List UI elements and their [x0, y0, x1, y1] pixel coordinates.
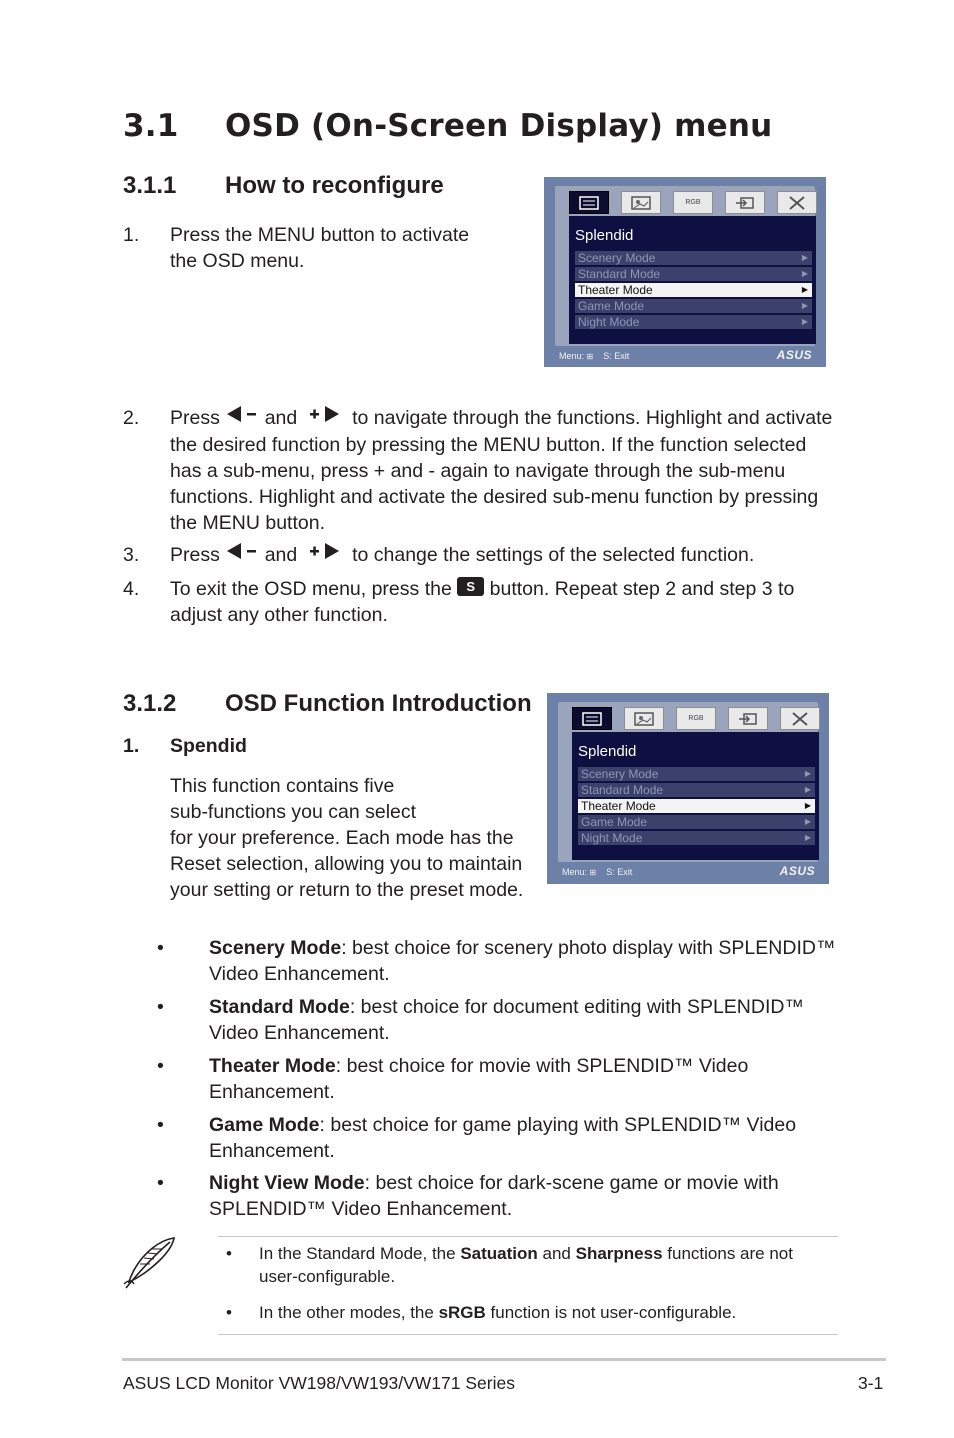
page-number: 3-1 [858, 1373, 884, 1393]
mode-night-view [209, 1170, 849, 1222]
rgb-icon-label: RGB [685, 199, 701, 206]
chevron-right-icon: ▶ [804, 833, 811, 842]
note-bottom-rule [218, 1334, 838, 1335]
mode-theater [209, 1053, 849, 1105]
desc-line: sub-functions you can select [170, 801, 417, 823]
splendid-icon [569, 191, 609, 214]
osd-item-scenery-mode [578, 767, 815, 781]
section-title [123, 108, 772, 144]
subsection-heading-3-1-2 [123, 690, 532, 718]
osd-item-label: Game Mode [578, 299, 645, 313]
mode-desc: : best choice for game playing with SPLENDID™ Video [319, 1114, 797, 1136]
osd-item-label: Theater Mode [581, 799, 656, 813]
chevron-right-icon: ▶ [804, 817, 811, 826]
step-2-text [170, 405, 850, 536]
function-1-number: 1. [123, 735, 140, 757]
mode-name: Scenery Mode [209, 937, 342, 959]
step-2-number: 2. [123, 407, 140, 429]
step-3-number: 3. [123, 544, 140, 566]
right-plus-button-icon [307, 404, 347, 430]
osd-item-game-mode [575, 299, 812, 313]
osd-splendid-menu [569, 216, 816, 344]
asus-logo: ASUS [779, 864, 815, 878]
osd-item-label: Night Mode [581, 831, 643, 845]
osd-splendid-menu [572, 732, 819, 860]
step-1-line-1: Press the MENU button to activate [170, 224, 470, 246]
osd-footer [562, 867, 632, 877]
osd-panel [555, 186, 815, 346]
mode-desc: : best choice for movie with SPLENDID™ Video [335, 1055, 749, 1077]
image-icon [624, 707, 664, 730]
mode-desc: : best choice for document editing with SPLENDID™ [349, 996, 804, 1018]
note-1-line-2: user-configurable. [259, 1267, 396, 1286]
mode-scenery [209, 935, 849, 987]
function-1-title: Spendid [170, 735, 247, 757]
color-rgb-icon [676, 707, 716, 730]
chevron-right-icon: ▶ [801, 269, 808, 278]
desc-line: Reset selection, allowing you to maintain [170, 853, 523, 875]
bullet: • [157, 1172, 164, 1194]
mode-desc: : best choice for scenery photo display with SPLENDID™ [341, 937, 836, 959]
note-top-rule [218, 1236, 838, 1237]
note-1-saturation: Satuation [460, 1244, 538, 1263]
input-select-icon [725, 191, 765, 214]
osd-item-label: Game Mode [581, 815, 648, 829]
chevron-right-icon: ▶ [804, 785, 811, 794]
step-2-line-4: functions. Highlight and activate the desired sub-menu function by pressing [170, 485, 819, 508]
osd-item-scenery-mode [575, 251, 812, 265]
subsection-title: How to reconfigure [225, 172, 444, 199]
osd-item-label: Standard Mode [581, 783, 664, 797]
step-4-text [170, 576, 850, 628]
osd-footer-exit: S: Exit [603, 351, 630, 361]
image-icon [621, 191, 661, 214]
osd-item-night-mode [575, 315, 812, 329]
step-3-text [170, 542, 850, 569]
osd-menu-screenshot-2 [547, 693, 829, 884]
step-3-rest: to change the settings of the selected function. [352, 544, 755, 566]
bullet: • [157, 1055, 164, 1077]
note-2-srgb: sRGB [438, 1303, 486, 1322]
mode-name: Night View Mode [209, 1172, 365, 1194]
note-2-pre: In the other modes, the [259, 1303, 434, 1322]
note-1 [259, 1242, 839, 1288]
note-1-sharpness: Sharpness [575, 1244, 663, 1263]
osd-item-theater-mode [578, 799, 815, 813]
section-number: 3.1 [123, 108, 179, 144]
step-2-line-2: the desired function by pressing the MENU button. If the function selected [170, 433, 807, 456]
subsection-heading-3-1-1 [123, 172, 444, 200]
osd-footer [559, 351, 629, 361]
step-3-and: and [264, 544, 298, 566]
step-2-line-3: has a sub-menu, press + and - again to navigate through the sub-menu [170, 459, 786, 482]
osd-item-standard-mode [578, 783, 815, 797]
step-4-number: 4. [123, 578, 140, 600]
chevron-right-icon: ▶ [801, 301, 808, 310]
mode-desc: : best choice for dark-scene game or movie with [364, 1172, 779, 1194]
menu-enter-icon: ⊞ [589, 868, 597, 877]
note-2-post: function is not user-configurable. [490, 1303, 737, 1322]
menu-enter-icon: ⊞ [586, 352, 594, 361]
system-setup-icon [777, 191, 817, 214]
mode-desc-line-2: Video Enhancement. [209, 963, 390, 985]
osd-item-label: Standard Mode [578, 267, 661, 281]
mode-desc-line-2: SPLENDID™ Video Enhancement. [209, 1198, 513, 1220]
asus-logo: ASUS [776, 348, 812, 362]
step-4-line-2: adjust any other function. [170, 604, 388, 626]
osd-menu-title: Splendid [575, 227, 634, 244]
chevron-right-icon: ▶ [801, 253, 808, 262]
osd-footer-menu: Menu: [562, 867, 588, 877]
step-1-text [170, 222, 500, 274]
bullet: • [157, 1114, 164, 1136]
osd-footer-menu: Menu: [559, 351, 585, 361]
step-2-rest: to navigate through the functions. Highlight and activate [352, 407, 833, 429]
mode-desc-line-2: Video Enhancement. [209, 1022, 390, 1044]
footer-rule [122, 1358, 886, 1361]
step-1-line-2: the OSD menu. [170, 250, 305, 272]
osd-menu-screenshot [544, 177, 826, 367]
splendid-icon [572, 707, 612, 730]
desc-line: your setting or return to the preset mode. [170, 879, 524, 901]
note-1-and: and [542, 1244, 571, 1263]
footer-title: ASUS LCD Monitor VW198/VW193/VW171 Series [123, 1373, 515, 1393]
osd-item-label: Night Mode [578, 315, 640, 329]
bullet: • [157, 937, 164, 959]
mode-name: Standard Mode [209, 996, 350, 1018]
step-4-post: button. Repeat step 2 and step 3 to [489, 578, 795, 600]
function-1-description [170, 773, 540, 903]
step-2-and: and [264, 407, 298, 429]
step-2-press: Press [170, 407, 220, 429]
rgb-icon-label: RGB [688, 715, 704, 722]
mode-desc-line-2: Enhancement. [209, 1140, 335, 1162]
left-minus-button-icon [225, 541, 259, 567]
osd-footer-exit: S: Exit [606, 867, 633, 877]
mode-game [209, 1112, 849, 1164]
color-rgb-icon [673, 191, 713, 214]
osd-item-night-mode [578, 831, 815, 845]
osd-item-game-mode [578, 815, 815, 829]
system-setup-icon [780, 707, 820, 730]
osd-item-standard-mode [575, 267, 812, 281]
osd-icon-bar [572, 707, 822, 733]
step-4-line-1 [170, 576, 850, 602]
osd-menu-title: Splendid [578, 743, 637, 760]
note-1-pre: In the Standard Mode, the [259, 1244, 456, 1263]
chevron-right-icon: ▶ [801, 317, 808, 326]
osd-icon-bar [569, 191, 819, 217]
bullet: • [157, 996, 164, 1018]
bullet: • [226, 1244, 232, 1263]
note-1-post: functions are not [667, 1244, 793, 1263]
step-3-press: Press [170, 544, 220, 566]
osd-item-label: Theater Mode [578, 283, 653, 297]
note-feather-icon [120, 1234, 180, 1297]
chevron-right-icon: ▶ [801, 285, 808, 294]
osd-item-label: Scenery Mode [578, 251, 656, 265]
step-2-line-1 [170, 405, 850, 432]
note-2 [259, 1301, 839, 1324]
left-minus-button-icon [225, 404, 259, 430]
chevron-right-icon: ▶ [804, 801, 811, 810]
step-4-pre: To exit the OSD menu, press the [170, 578, 452, 600]
bullet: • [226, 1303, 232, 1322]
subsection-number: 3.1.1 [123, 172, 177, 199]
subsection-title: OSD Function Introduction [225, 690, 532, 717]
mode-name: Game Mode [209, 1114, 320, 1136]
mode-name: Theater Mode [209, 1055, 336, 1077]
step-1-number: 1. [123, 224, 140, 246]
mode-standard [209, 994, 849, 1046]
input-select-icon [728, 707, 768, 730]
right-plus-button-icon [307, 541, 347, 567]
desc-line: This function contains five [170, 775, 395, 797]
step-2-line-5: the MENU button. [170, 511, 325, 534]
osd-item-theater-mode [575, 283, 812, 297]
chevron-right-icon: ▶ [804, 769, 811, 778]
subsection-number: 3.1.2 [123, 690, 177, 717]
mode-desc-line-2: Enhancement. [209, 1081, 335, 1103]
osd-panel [558, 702, 818, 862]
s-button-icon: S [457, 577, 484, 596]
desc-line: for your preference. Each mode has the [170, 827, 514, 849]
osd-item-label: Scenery Mode [581, 767, 659, 781]
section-title-text: OSD (On-Screen Display) menu [225, 108, 773, 144]
